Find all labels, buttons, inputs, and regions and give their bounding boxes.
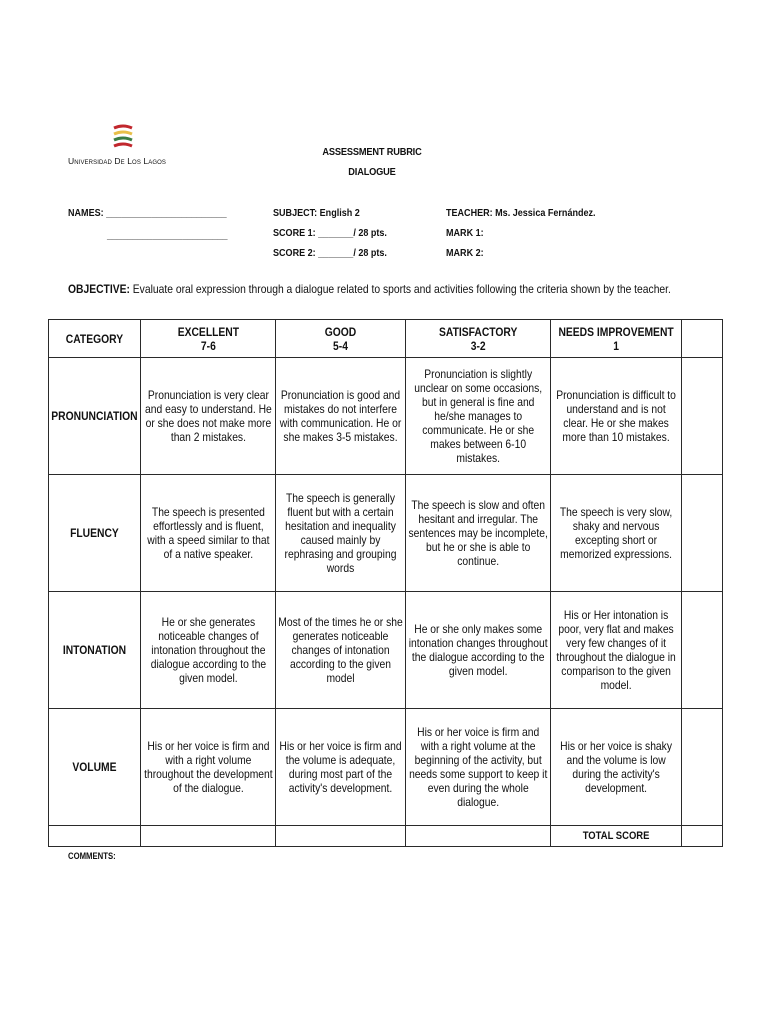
rubric-table: [48, 319, 723, 847]
rubric-total-row: [49, 826, 723, 847]
criterion-cell: He or she only makes some intonation changes throughout the dialogue according to the given model.: [406, 592, 551, 709]
criterion-cell: His or her voice is firm and the volume is adequate, during most part of the activity's development.: [276, 709, 406, 826]
category-cell: VOLUME: [49, 709, 141, 826]
category-cell: PRONUNCIATION: [49, 358, 141, 475]
mark-2-field: MARK 2:: [446, 247, 484, 259]
level-header-excellent: EXCELLENT 7-6: [141, 320, 276, 358]
criterion-cell: His or her voice is firm and with a right volume at the beginning of the activity, but needs some support to keep it even during the whole dialogue.: [406, 709, 551, 826]
score-cell[interactable]: [682, 358, 723, 475]
comments-label: COMMENTS:: [68, 851, 116, 861]
empty-cell: [276, 826, 406, 847]
category-header: CATEGORY: [49, 320, 141, 358]
criterion-cell: The speech is slow and often hesitant and irregular. The sentences may be incomplete, but he or she is able to continue.: [406, 475, 551, 592]
level-header-needs-improvement: NEEDS IMPROVEMENT 1: [551, 320, 682, 358]
category-cell: FLUENCY: [49, 475, 141, 592]
criterion-cell: The speech is presented effortlessly and is fluent, with a speed similar to that of a native speaker.: [141, 475, 276, 592]
level-header-satisfactory: SATISFACTORY 3-2: [406, 320, 551, 358]
empty-cell: [49, 826, 141, 847]
score-cell[interactable]: [682, 709, 723, 826]
rubric-row-fluency: [49, 475, 723, 592]
rubric-row-pronunciation: [49, 358, 723, 475]
teacher-field: TEACHER: Ms. Jessica Fernández.: [446, 207, 596, 219]
subject-field: SUBJECT: English 2: [273, 207, 360, 219]
rubric-row-intonation: [49, 592, 723, 709]
rubric-header-row: [49, 320, 723, 358]
mark-1-field: MARK 1:: [446, 227, 484, 239]
names-field: [68, 207, 227, 219]
empty-cell: [406, 826, 551, 847]
criterion-cell: His or her voice is firm and with a right volume throughout the development of the dialogue.: [141, 709, 276, 826]
names-label: NAMES:: [68, 207, 104, 219]
criterion-cell: Pronunciation is very clear and easy to understand. He or she does not make more than 2 mistakes.: [141, 358, 276, 475]
score-2-field: SCORE 2: _______/ 28 pts.: [273, 247, 387, 259]
criterion-cell: His or her voice is shaky and the volume is low during the activity's development.: [551, 709, 682, 826]
institution-name: Universidad De Los Lagos: [68, 156, 166, 166]
criterion-cell: The speech is very slow, shaky and nervous excepting short or memorized expressions.: [551, 475, 682, 592]
total-score-label: TOTAL SCORE: [551, 826, 682, 847]
university-logo: [68, 120, 178, 168]
document-subtitle: DIALOGUE: [348, 166, 396, 178]
document-title: ASSESSMENT RUBRIC: [322, 146, 422, 158]
criterion-cell: He or she generates noticeable changes of intonation throughout the dialogue according to the given model.: [141, 592, 276, 709]
level-header-good: GOOD 5-4: [276, 320, 406, 358]
criterion-cell: The speech is generally fluent but with a certain hesitation and inequality caused mainly by rephrasing and grouping words: [276, 475, 406, 592]
total-score-cell[interactable]: [682, 826, 723, 847]
objective-text: Evaluate oral expression through a dialogue related to sports and activities following the criteria shown by the teacher.: [129, 282, 671, 296]
score-cell[interactable]: [682, 320, 723, 358]
rubric-row-volume: [49, 709, 723, 826]
names-line-2: ________________________: [107, 229, 228, 241]
score-cell[interactable]: [682, 592, 723, 709]
criterion-cell: His or Her intonation is poor, very flat and makes very few changes of it throughout the dialogue in comparison to the given model.: [551, 592, 682, 709]
logo-emblem-icon: [68, 120, 178, 154]
criterion-cell: Pronunciation is good and mistakes do not interfere with communication. He or she makes 3-5 mistakes.: [276, 358, 406, 475]
category-cell: INTONATION: [49, 592, 141, 709]
criterion-cell: Most of the times he or she generates noticeable changes of intonation according to the given model: [276, 592, 406, 709]
names-line-1: ________________________: [106, 207, 227, 219]
empty-cell: [141, 826, 276, 847]
score-cell[interactable]: [682, 475, 723, 592]
score-1-field: SCORE 1: _______/ 28 pts.: [273, 227, 387, 239]
objective-label: OBJECTIVE:: [68, 282, 130, 296]
criterion-cell: Pronunciation is slightly unclear on some occasions, but in general is fine and he/she manages to communicate. He or she makes between 6-10 mistakes.: [406, 358, 551, 475]
criterion-cell: Pronunciation is difficult to understand and is not clear. He or she makes more than 10 mistakes.: [551, 358, 682, 475]
objective-statement: [68, 282, 671, 296]
